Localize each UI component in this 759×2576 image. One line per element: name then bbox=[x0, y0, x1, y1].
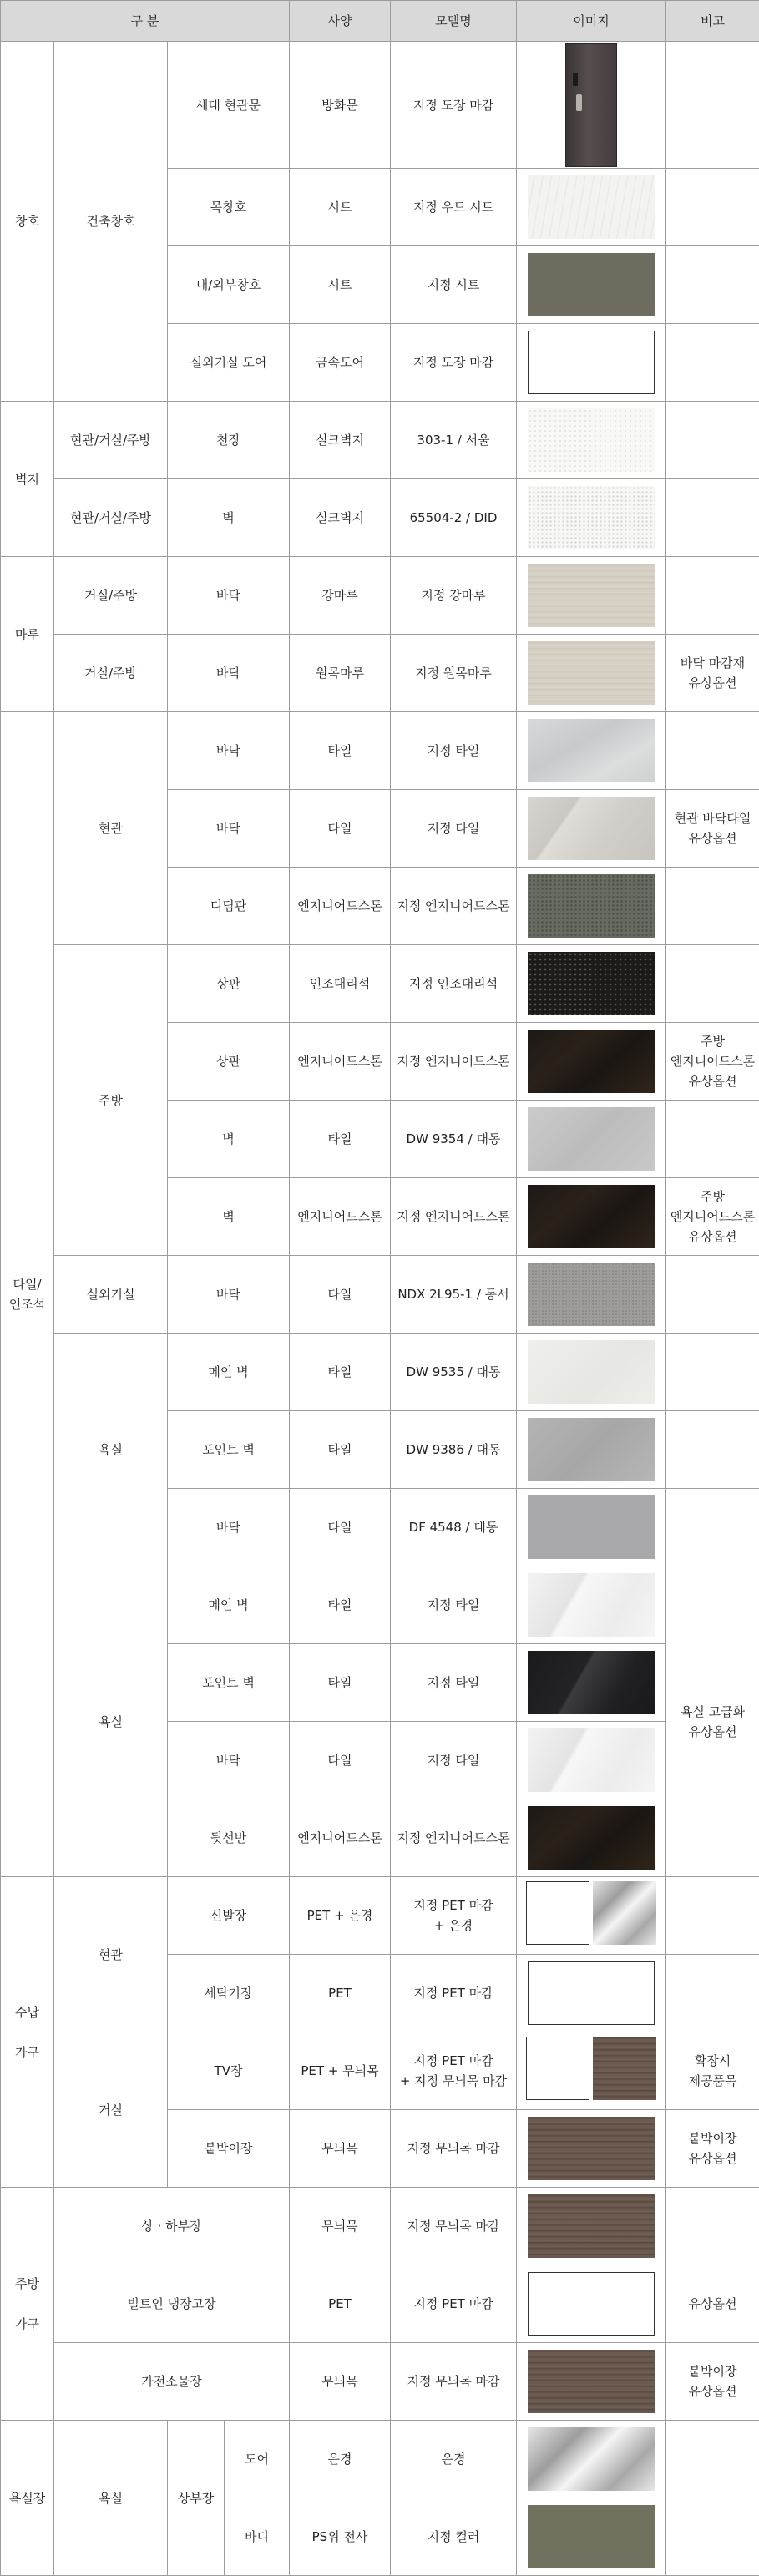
image-cell bbox=[517, 1178, 666, 1256]
spec-cell: PET bbox=[290, 2265, 391, 2343]
image-cell bbox=[517, 2498, 666, 2576]
note-cell: 주방 엔지니어드스톤 유상옵션 bbox=[666, 1178, 759, 1256]
model-cell: 지정 무늬목 마감 bbox=[391, 2343, 517, 2421]
model-cell: 지정 타일 bbox=[391, 790, 517, 868]
item-cell: 메인 벽 bbox=[168, 1566, 290, 1644]
pet-swatch bbox=[526, 1881, 589, 1945]
image-cell bbox=[517, 712, 666, 790]
model-cell: 지정 타일 bbox=[391, 1644, 517, 1722]
material-swatch bbox=[528, 564, 655, 627]
veneer-swatch bbox=[593, 2037, 656, 2100]
spec-cell: 타일 bbox=[290, 1334, 391, 1411]
item-cell: 디딤판 bbox=[168, 868, 290, 945]
item-cell: 붙박이장 bbox=[168, 2110, 290, 2188]
sub-area-cell: 거실/주방 bbox=[54, 557, 168, 635]
note-cell bbox=[666, 868, 759, 945]
material-swatch bbox=[528, 1340, 655, 1404]
model-cell: 지정 인조대리석 bbox=[391, 945, 517, 1023]
image-cell bbox=[517, 2032, 666, 2110]
header-category: 구 분 bbox=[1, 1, 290, 42]
image-cell bbox=[517, 1955, 666, 2032]
image-cell bbox=[517, 2421, 666, 2498]
spec-cell: 무늬목 bbox=[290, 2188, 391, 2265]
note-cell bbox=[666, 945, 759, 1023]
spec-cell: 타일 bbox=[290, 1644, 391, 1722]
header-image: 이미지 bbox=[517, 1, 666, 42]
sub-entrance: 현관 bbox=[54, 712, 168, 945]
group-building-window: 건축창호 bbox=[54, 42, 168, 402]
image-cell bbox=[517, 169, 666, 246]
note-cell bbox=[666, 2188, 759, 2265]
image-cell bbox=[517, 1411, 666, 1489]
image-cell bbox=[517, 2188, 666, 2265]
group-tile: 타일/ 인조석 bbox=[1, 712, 54, 1877]
header-model: 모델명 bbox=[391, 1, 517, 42]
item-cell: 신발장 bbox=[168, 1877, 290, 1955]
material-swatch bbox=[528, 719, 655, 782]
image-cell bbox=[517, 246, 666, 324]
image-cell bbox=[517, 635, 666, 712]
model-cell: 지정 우드 시트 bbox=[391, 169, 517, 246]
model-cell: 지정 엔지니어드스톤 bbox=[391, 1799, 517, 1877]
model-cell: 지정 시트 bbox=[391, 246, 517, 324]
header-spec: 사양 bbox=[290, 1, 391, 42]
note-cell bbox=[666, 42, 759, 169]
spec-cell: 엔지니어드스톤 bbox=[290, 1799, 391, 1877]
note-cell: 현관 바닥타일 유상옵션 bbox=[666, 790, 759, 868]
material-swatch bbox=[528, 1728, 655, 1792]
header-note: 비고 bbox=[666, 1, 759, 42]
model-cell: NDX 2L95-1 / 동서 bbox=[391, 1256, 517, 1334]
spec-cell: 엔지니어드스톤 bbox=[290, 868, 391, 945]
model-cell: 지정 무늬목 마감 bbox=[391, 2188, 517, 2265]
note-cell: 욕실 고급화 유상옵션 bbox=[666, 1566, 759, 1877]
image-cell bbox=[517, 868, 666, 945]
image-cell bbox=[517, 1101, 666, 1178]
note-cell bbox=[666, 1955, 759, 2032]
image-cell bbox=[517, 557, 666, 635]
spec-cell: 금속도어 bbox=[290, 324, 391, 402]
note-cell bbox=[666, 1877, 759, 1955]
table-row bbox=[1, 402, 759, 479]
model-cell: DF 4548 / 대동 bbox=[391, 1489, 517, 1566]
material-swatch bbox=[528, 2427, 655, 2491]
table-row bbox=[1, 2188, 759, 2265]
note-cell: 확장시 제공품목 bbox=[666, 2032, 759, 2110]
note-cell: 바닥 마감재 유상옵션 bbox=[666, 635, 759, 712]
material-swatch bbox=[528, 175, 655, 239]
item-cell: 도어 bbox=[225, 2421, 290, 2498]
spec-cell: 타일 bbox=[290, 1566, 391, 1644]
model-cell: 지정 엔지니어드스톤 bbox=[391, 1178, 517, 1256]
table-row bbox=[1, 1877, 759, 1955]
image-cell bbox=[517, 1799, 666, 1877]
note-cell bbox=[666, 169, 759, 246]
mirror-swatch bbox=[593, 1881, 656, 1945]
model-cell: 지정 PET 마감 + 지정 무늬목 마감 bbox=[391, 2032, 517, 2110]
material-swatch bbox=[528, 1418, 655, 1481]
item-cell: TV장 bbox=[168, 2032, 290, 2110]
group-wallpaper: 벽지 bbox=[1, 402, 54, 557]
model-cell: 지정 원목마루 bbox=[391, 635, 517, 712]
door-lock-icon bbox=[573, 73, 578, 86]
item-cell: 목창호 bbox=[168, 169, 290, 246]
table-row bbox=[1, 1566, 759, 1644]
group-storage: 수납 가구 bbox=[1, 1877, 54, 2188]
material-swatch bbox=[528, 952, 655, 1015]
image-cell bbox=[517, 945, 666, 1023]
model-cell: 지정 타일 bbox=[391, 1566, 517, 1644]
table-row bbox=[1, 557, 759, 635]
model-cell: 지정 엔지니어드스톤 bbox=[391, 1023, 517, 1101]
table-row bbox=[1, 635, 759, 712]
table-row bbox=[1, 2343, 759, 2421]
material-swatch bbox=[528, 1263, 655, 1326]
spec-cell: 엔지니어드스톤 bbox=[290, 1023, 391, 1101]
table-row bbox=[1, 712, 759, 790]
spec-cell: PET bbox=[290, 1955, 391, 2032]
spec-cell: 은경 bbox=[290, 2421, 391, 2498]
spec-cell: PS위 전사 bbox=[290, 2498, 391, 2576]
material-swatch bbox=[528, 1961, 655, 2025]
material-swatch bbox=[528, 1185, 655, 1248]
note-cell bbox=[666, 1101, 759, 1178]
sub-area-cell: 현관/거실/주방 bbox=[54, 479, 168, 557]
sub-upper-cabinet: 상부장 bbox=[168, 2421, 225, 2576]
item-cell: 상판 bbox=[168, 1023, 290, 1101]
note-cell bbox=[666, 1411, 759, 1489]
item-cell: 천장 bbox=[168, 402, 290, 479]
material-swatch bbox=[528, 1495, 655, 1559]
material-swatch bbox=[528, 2505, 655, 2568]
item-cell: 빌트인 냉장고장 bbox=[54, 2265, 290, 2343]
material-swatch bbox=[528, 2194, 655, 2258]
image-cell bbox=[517, 1877, 666, 1955]
model-cell: 지정 타일 bbox=[391, 712, 517, 790]
item-cell: 바닥 bbox=[168, 1256, 290, 1334]
item-cell: 벽 bbox=[168, 479, 290, 557]
model-cell: 지정 엔지니어드스톤 bbox=[391, 868, 517, 945]
image-cell bbox=[517, 402, 666, 479]
image-cell bbox=[517, 1566, 666, 1644]
model-cell: DW 9354 / 대동 bbox=[391, 1101, 517, 1178]
model-cell: 지정 타일 bbox=[391, 1722, 517, 1799]
note-cell: 붙박이장 유상옵션 bbox=[666, 2343, 759, 2421]
sub-bath-b: 욕실 bbox=[54, 1566, 168, 1877]
note-cell: 붙박이장 유상옵션 bbox=[666, 2110, 759, 2188]
door-handle-icon bbox=[576, 94, 582, 111]
spec-cell: 원목마루 bbox=[290, 635, 391, 712]
door-swatch bbox=[565, 43, 617, 167]
sub-living: 거실 bbox=[54, 2032, 168, 2188]
image-cell bbox=[517, 790, 666, 868]
spec-cell: 실크벽지 bbox=[290, 479, 391, 557]
item-cell: 바디 bbox=[225, 2498, 290, 2576]
material-swatch bbox=[528, 1806, 655, 1870]
note-cell bbox=[666, 2421, 759, 2498]
sub-bath-cabinet-room: 욕실 bbox=[54, 2421, 168, 2576]
spec-cell: 실크벽지 bbox=[290, 402, 391, 479]
spec-cell: 타일 bbox=[290, 1722, 391, 1799]
note-cell: 주방 엔지니어드스톤 유상옵션 bbox=[666, 1023, 759, 1101]
spec-cell: 타일 bbox=[290, 790, 391, 868]
spec-cell: PET + 은경 bbox=[290, 1877, 391, 1955]
spec-cell: 타일 bbox=[290, 712, 391, 790]
item-cell: 바닥 bbox=[168, 1489, 290, 1566]
group-kitchen-furniture: 주방 가구 bbox=[1, 2188, 54, 2421]
item-cell: 가전소물장 bbox=[54, 2343, 290, 2421]
model-cell: 303-1 / 서울 bbox=[391, 402, 517, 479]
material-swatch bbox=[528, 2117, 655, 2180]
model-cell: DW 9386 / 대동 bbox=[391, 1411, 517, 1489]
item-cell: 바닥 bbox=[168, 790, 290, 868]
item-cell: 포인트 벽 bbox=[168, 1411, 290, 1489]
item-cell: 내/외부창호 bbox=[168, 246, 290, 324]
note-cell bbox=[666, 1256, 759, 1334]
item-cell: 바닥 bbox=[168, 557, 290, 635]
note-cell bbox=[666, 1489, 759, 1566]
spec-cell: 타일 bbox=[290, 1101, 391, 1178]
model-cell: 지정 도장 마감 bbox=[391, 42, 517, 169]
material-swatch bbox=[528, 2272, 655, 2336]
note-cell bbox=[666, 479, 759, 557]
image-cell bbox=[517, 1334, 666, 1411]
item-cell: 포인트 벽 bbox=[168, 1644, 290, 1722]
model-cell: 지정 컬러 bbox=[391, 2498, 517, 2576]
sub-bath-a: 욕실 bbox=[54, 1334, 168, 1566]
model-cell: 지정 강마루 bbox=[391, 557, 517, 635]
group-window: 창호 bbox=[1, 42, 54, 402]
image-cell bbox=[517, 479, 666, 557]
table-row bbox=[1, 2265, 759, 2343]
spec-cell: 시트 bbox=[290, 246, 391, 324]
model-cell: 지정 PET 마감 + 은경 bbox=[391, 1877, 517, 1955]
item-cell: 상 · 하부장 bbox=[54, 2188, 290, 2265]
material-swatch bbox=[528, 1107, 655, 1171]
material-swatch bbox=[528, 641, 655, 705]
spec-cell: 강마루 bbox=[290, 557, 391, 635]
note-cell bbox=[666, 557, 759, 635]
image-cell bbox=[517, 1023, 666, 1101]
material-swatch bbox=[528, 874, 655, 938]
note-cell bbox=[666, 712, 759, 790]
group-bath-cabinet: 욕실장 bbox=[1, 2421, 54, 2576]
item-cell: 세대 현관문 bbox=[168, 42, 290, 169]
spec-cell: 엔지니어드스톤 bbox=[290, 1178, 391, 1256]
material-swatch bbox=[528, 253, 655, 316]
note-cell bbox=[666, 246, 759, 324]
image-cell bbox=[517, 1256, 666, 1334]
note-cell bbox=[666, 402, 759, 479]
model-cell: 지정 무늬목 마감 bbox=[391, 2110, 517, 2188]
model-cell: 지정 도장 마감 bbox=[391, 324, 517, 402]
material-swatch bbox=[528, 331, 655, 394]
table-row bbox=[1, 2032, 759, 2110]
table-row bbox=[1, 42, 759, 169]
sub-kitchen: 주방 bbox=[54, 945, 168, 1256]
image-cell bbox=[517, 1489, 666, 1566]
model-cell: DW 9535 / 대동 bbox=[391, 1334, 517, 1411]
item-cell: 바닥 bbox=[168, 712, 290, 790]
item-cell: 상판 bbox=[168, 945, 290, 1023]
item-cell: 세탁기장 bbox=[168, 1955, 290, 2032]
model-cell: 65504-2 / DID bbox=[391, 479, 517, 557]
header-row bbox=[1, 1, 759, 42]
material-swatch bbox=[528, 1573, 655, 1637]
table-row bbox=[1, 479, 759, 557]
group-floor: 마루 bbox=[1, 557, 54, 712]
item-cell: 바닥 bbox=[168, 1722, 290, 1799]
image-cell bbox=[517, 42, 666, 169]
table-row bbox=[1, 1256, 759, 1334]
spec-cell: 인조대리석 bbox=[290, 945, 391, 1023]
image-cell bbox=[517, 1722, 666, 1799]
spec-cell: PET + 무늬목 bbox=[290, 2032, 391, 2110]
model-cell: 지정 PET 마감 bbox=[391, 2265, 517, 2343]
image-cell bbox=[517, 2343, 666, 2421]
spec-cell: 타일 bbox=[290, 1489, 391, 1566]
spec-cell: 타일 bbox=[290, 1256, 391, 1334]
material-swatch bbox=[528, 408, 655, 472]
material-swatch bbox=[528, 1030, 655, 1093]
model-cell: 지정 PET 마감 bbox=[391, 1955, 517, 2032]
table-row bbox=[1, 945, 759, 1023]
spec-cell: 무늬목 bbox=[290, 2343, 391, 2421]
item-cell: 바닥 bbox=[168, 635, 290, 712]
sub-area-cell: 거실/주방 bbox=[54, 635, 168, 712]
material-swatch bbox=[528, 1651, 655, 1714]
note-cell bbox=[666, 324, 759, 402]
image-cell bbox=[517, 2265, 666, 2343]
spec-cell: 무늬목 bbox=[290, 2110, 391, 2188]
table-row bbox=[1, 1334, 759, 1411]
sub-storage-entrance: 현관 bbox=[54, 1877, 168, 2032]
image-cell bbox=[517, 2110, 666, 2188]
note-cell: 유상옵션 bbox=[666, 2265, 759, 2343]
pet-swatch bbox=[526, 2037, 589, 2100]
spec-cell: 방화문 bbox=[290, 42, 391, 169]
material-swatch bbox=[528, 486, 655, 549]
spec-cell: 타일 bbox=[290, 1411, 391, 1489]
material-swatch bbox=[528, 797, 655, 860]
sub-outdoor-room: 실외기실 bbox=[54, 1256, 168, 1334]
image-cell bbox=[517, 324, 666, 402]
material-swatch bbox=[528, 2350, 655, 2413]
item-cell: 벽 bbox=[168, 1101, 290, 1178]
model-cell: 은경 bbox=[391, 2421, 517, 2498]
note-cell bbox=[666, 1334, 759, 1411]
note-cell bbox=[666, 2498, 759, 2576]
item-cell: 뒷선반 bbox=[168, 1799, 290, 1877]
item-cell: 실외기실 도어 bbox=[168, 324, 290, 402]
spec-cell: 시트 bbox=[290, 169, 391, 246]
item-cell: 메인 벽 bbox=[168, 1334, 290, 1411]
item-cell: 벽 bbox=[168, 1178, 290, 1256]
sub-area-cell: 현관/거실/주방 bbox=[54, 402, 168, 479]
table-row bbox=[1, 2421, 759, 2498]
image-cell bbox=[517, 1644, 666, 1722]
